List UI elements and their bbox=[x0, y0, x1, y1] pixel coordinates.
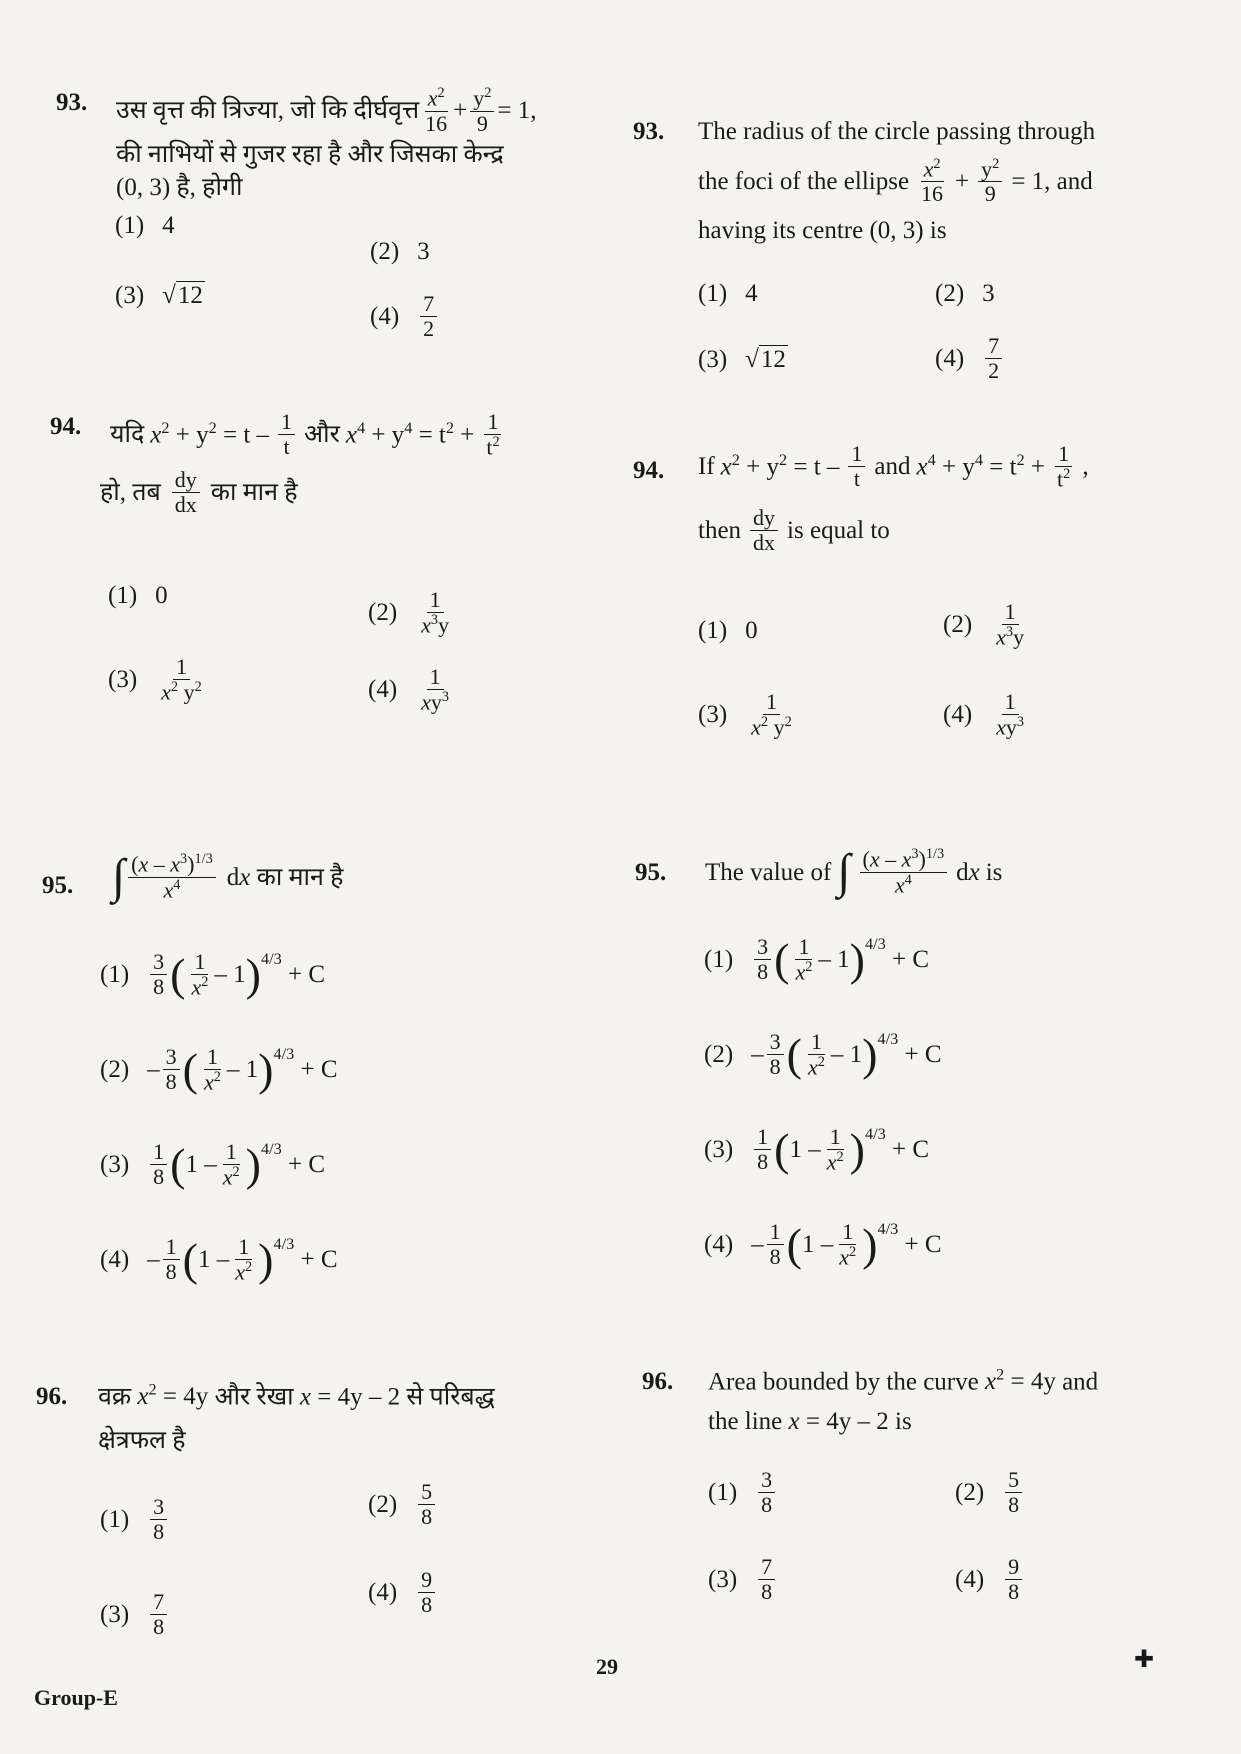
fraction: $\frac{1}{t^2}$ bbox=[486, 409, 500, 460]
option-label: (4) bbox=[100, 1245, 130, 1273]
denominator: 8 bbox=[153, 1614, 165, 1640]
option-value: 12 bbox=[760, 346, 786, 373]
q94-en-option-3[interactable] bbox=[698, 690, 798, 740]
option-label: (2) bbox=[955, 1478, 985, 1506]
option-label: (1) bbox=[698, 280, 728, 307]
q93-en-line1: The radius of the circle passing through bbox=[698, 118, 1096, 145]
option-label: (4) bbox=[943, 700, 973, 728]
fraction: $\frac{1}{x^2 y^2}$ bbox=[161, 654, 202, 705]
hindi-column: 93. उस वृत्त की त्रिज्या, जो कि दीर्घवृत्त $\frac{x^2}{16}$ + $\frac{y^2}{9}$ = 1, की नाभियों से गुजर रहा है और जिसका केन्द्र (0, 3) है, होगी (1) 4 (2) 3 (3) √12 (4) $\frac{7}{2}$ 94. यदि $x^2 + y^2 = t$ – $\frac{1}{t}$ और $x^4 + y^4 = t^2$ + $\frac{1}{t^2}$ हो, तब $\frac{dy}{dx}$ का मान है (1) 0 (2) $\frac{1}{x^3y}$ (3) $\frac{1}{x^2 y^2}$ (4) $\frac{1}{xy^3}$ 95. ∫ $\frac{(x - x^3)^{1/3}}{x^4}$ dx का मान है (1) $\frac{3}{8}$ ( $\frac{1}{x^2}$ – 1 ) $^{4/3}$ + C (2) – $\frac{3}{8}$ ( $\frac{1}{x^2}$ – 1 ) $^{4/3}$ + C (3) $\frac{1}{8}$ ( 1 – $\frac{1}{x^2}$ ) $^{4/3}$ + C (4) – $\frac{1}{8}$ ( 1 – $\frac{1}{x^2}$ ) $^{4/3}$ + C 96. वक्र $x^2 = 4y$ और रेखा x = 4y – 2 से परिबद्ध क्षेत्रफल है (1) $\frac{3}{8}$ (2) $\frac{5}{8}$ (3) $\frac{7}{8}$ (4) $\frac{9}{8}$ bbox=[0, 0, 600, 1754]
option-label: (4) bbox=[368, 1578, 398, 1606]
fraction: $\frac{x^2}{16}$ bbox=[921, 155, 944, 207]
option-label: (3) bbox=[115, 282, 145, 309]
denominator: 2 bbox=[423, 316, 435, 342]
fraction: $\frac{1}{x^3y}$ bbox=[421, 587, 450, 638]
q94-en-option-1[interactable]: (1) 0 bbox=[698, 617, 758, 644]
denominator: 8 bbox=[1008, 1579, 1020, 1605]
fraction: $\frac{dy}{dx}$ bbox=[172, 468, 200, 517]
q95-en-option-2[interactable]: (2) – $\frac{3}{8}$ ( $\frac{1}{x^2}$ – 1 ) $^{4/3}$ + C bbox=[704, 1028, 942, 1080]
question-number: 95. bbox=[635, 859, 667, 886]
option-label: (2) bbox=[943, 610, 973, 638]
option-label: (1) bbox=[698, 617, 728, 644]
numerator: 5 bbox=[418, 1480, 435, 1505]
q96-en-option-4[interactable] bbox=[955, 1555, 1025, 1604]
q95-hi-option-1[interactable]: (1) $\frac{3}{8}$ ( $\frac{1}{x^2}$ – 1 ) $^{4/3}$ + C bbox=[100, 948, 326, 1000]
q95-en-option-4[interactable]: (4) – $\frac{1}{8}$ ( 1 – $\frac{1}{x^2}$ ) $^{4/3}$ + C bbox=[704, 1218, 942, 1270]
denominator: 8 bbox=[421, 1504, 433, 1530]
q94-en-mid: and bbox=[874, 452, 911, 480]
option-label: (4) bbox=[368, 675, 398, 703]
page-number: 29 bbox=[596, 1654, 618, 1679]
q96-hi-option-4[interactable] bbox=[368, 1568, 438, 1617]
option-value: 3 bbox=[982, 280, 995, 307]
integral-symbol: ∫ bbox=[837, 845, 851, 898]
option-label: (1) bbox=[115, 212, 145, 239]
q96-en-line2a: the line bbox=[708, 1408, 783, 1436]
denominator: 8 bbox=[421, 1592, 433, 1618]
q94-hi-option-3[interactable] bbox=[108, 655, 208, 705]
fraction: $\frac{y^2}{9}$ bbox=[470, 86, 494, 136]
q96-hi-line1c: से परिबद्ध bbox=[406, 1383, 495, 1411]
fraction bbox=[418, 1480, 435, 1529]
q96-hi-option-3[interactable] bbox=[100, 1590, 170, 1639]
q95-hi-option-4[interactable]: (4) – $\frac{1}{8}$ ( 1 – $\frac{1}{x^2}$ ) $^{4/3}$ + C bbox=[100, 1233, 338, 1285]
q94-en-option-4[interactable] bbox=[943, 690, 1030, 740]
q95-hi-option-3[interactable]: (3) $\frac{1}{8}$ ( 1 – $\frac{1}{x^2}$ ) $^{4/3}$ + C bbox=[100, 1138, 326, 1190]
q94-en-option-2[interactable] bbox=[943, 600, 1030, 650]
english-column: 93. The radius of the circle passing through the foci of the ellipse $\frac{x^2}{16}$ + $\frac{y^2}{9}$ = 1, and having its centre (0, 3) is (1) 4 (2) 3 (3) √12 (4) $\frac{7}{2}$ 94. If $x^2 + y^2 = t$ – $\frac{1}{t}$ and $x^4 + y^4 = t^2$ + $\frac{1}{t^2}$ , then $\frac{dy}{dx}$ is equal to (1) 0 (2) $\frac{1}{x^3y}$ (3) $\frac{1}{x^2 y^2}$ (4) $\frac{1}{xy^3}$ 95. The value of ∫ $\frac{(x - x^3)^{1/3}}{x^4}$ dx is (1) $\frac{3}{8}$ ( $\frac{1}{x^2}$ – 1 ) $^{4/3}$ + C (2) – $\frac{3}{8}$ ( $\frac{1}{x^2}$ – 1 ) $^{4/3}$ + C (3) $\frac{1}{8}$ ( 1 – $\frac{1}{x^2}$ ) $^{4/3}$ + C (4) – $\frac{1}{8}$ ( 1 – $\frac{1}{x^2}$ ) $^{4/3}$ + C 96. Area bounded by the curve $x^2 = 4y$ and the line x = 4y – 2 is (1) $\frac{3}{8}$ (2) $\frac{5}{8}$ (3) $\frac{7}{8}$ (4) $\frac{9}{8}$ bbox=[620, 0, 1220, 1754]
q93-hi-option-4[interactable] bbox=[370, 292, 440, 341]
q95-en-post: is bbox=[985, 858, 1003, 886]
q96-en-option-3[interactable] bbox=[708, 1555, 778, 1604]
q93-hi-line1: उस वृत्त की त्रिज्या, जो कि दीर्घवृत्त bbox=[116, 96, 420, 124]
option-label: (2) bbox=[704, 1040, 734, 1068]
fraction bbox=[418, 1568, 435, 1617]
q93-en-option-4[interactable] bbox=[935, 334, 1005, 383]
option-label: (2) bbox=[100, 1055, 130, 1083]
q93-hi-option-2[interactable] bbox=[370, 238, 430, 266]
fraction: $\frac{(x - x^3)^{1/3}}{x^4}$ bbox=[128, 852, 216, 902]
q93-hi-option-1[interactable] bbox=[115, 212, 175, 240]
option-label: (3) bbox=[108, 665, 138, 693]
q94-en-line2a: then bbox=[698, 516, 742, 544]
q93-en-line2a: the foci of the ellipse bbox=[698, 167, 910, 195]
numerator: 7 bbox=[420, 292, 437, 317]
q95-hi-post: का मान है bbox=[256, 863, 344, 891]
fraction: $\frac{1}{xy^3}$ bbox=[996, 689, 1025, 740]
question-number: 96. bbox=[36, 1383, 68, 1410]
denominator: 8 bbox=[1008, 1492, 1020, 1518]
fraction bbox=[150, 1590, 167, 1639]
question-number: 95. bbox=[42, 872, 74, 899]
option-label: (1) bbox=[100, 960, 130, 988]
q94-hi-option-2[interactable] bbox=[368, 588, 455, 638]
fraction: $\frac{1}{t}$ bbox=[278, 410, 295, 459]
option-value: 12 bbox=[177, 282, 203, 309]
eq-end: = 1, bbox=[497, 96, 537, 124]
option-label: (3) bbox=[100, 1150, 130, 1178]
question-number: 96. bbox=[642, 1368, 674, 1395]
numerator: 9 bbox=[1005, 1555, 1022, 1580]
q96-hi-line2: क्षेत्रफल है bbox=[98, 1427, 186, 1455]
question-number: 93. bbox=[56, 89, 88, 116]
question-number: 93. bbox=[633, 118, 665, 145]
option-label: (4) bbox=[955, 1565, 985, 1593]
numerator: 3 bbox=[758, 1468, 775, 1493]
q93-en-line3: having its centre (0, 3) is bbox=[698, 217, 947, 245]
q94-hi-line2a: हो, तब bbox=[100, 478, 161, 506]
option-label: (2) bbox=[370, 238, 400, 265]
question-number: 94. bbox=[50, 413, 82, 440]
q94-hi-option-4[interactable] bbox=[368, 665, 455, 715]
option-value: 4 bbox=[745, 280, 758, 307]
cross-mark-icon: ✚ bbox=[1134, 1647, 1155, 1673]
option-value: 4 bbox=[162, 212, 175, 239]
fraction: $\frac{(x - x^3)^{1/3}}{x^4}$ bbox=[860, 847, 948, 897]
q96-hi-line1a: वक्र bbox=[98, 1383, 132, 1411]
option-label: (3) bbox=[698, 346, 728, 373]
q94-en-pre: If bbox=[698, 452, 715, 480]
fraction bbox=[1005, 1555, 1022, 1604]
option-label: (1) bbox=[108, 582, 138, 609]
numerator: 3 bbox=[150, 1495, 167, 1520]
q94-hi-line2b: का मान है bbox=[210, 478, 298, 506]
question-number: 94. bbox=[633, 457, 665, 484]
option-label: (2) bbox=[368, 598, 398, 626]
denominator: 8 bbox=[761, 1492, 773, 1518]
denominator: 8 bbox=[153, 1519, 165, 1545]
option-label: (4) bbox=[704, 1230, 734, 1258]
q94-en-line2b: is equal to bbox=[787, 516, 890, 544]
q94-hi-pre: यदि bbox=[110, 420, 145, 448]
q96-hi-option-2[interactable] bbox=[368, 1480, 438, 1529]
fraction: $\frac{1}{t}$ bbox=[848, 442, 865, 491]
option-label: (4) bbox=[370, 302, 400, 330]
q93-en-line2b: = 1, and bbox=[1011, 167, 1093, 195]
q95-en-option-1[interactable]: (1) $\frac{3}{8}$ ( $\frac{1}{x^2}$ – 1 ) $^{4/3}$ + C bbox=[704, 933, 930, 985]
numerator: 9 bbox=[418, 1568, 435, 1593]
fraction bbox=[758, 1468, 775, 1517]
q96-en-option-2[interactable] bbox=[955, 1468, 1025, 1517]
fraction bbox=[150, 1495, 167, 1544]
fraction bbox=[420, 292, 437, 341]
group-label: Group-E bbox=[34, 1685, 118, 1710]
numerator: 7 bbox=[150, 1590, 167, 1615]
option-label: (2) bbox=[935, 280, 965, 307]
q94-hi-mid: और bbox=[304, 420, 340, 448]
fraction: $\frac{1}{x^2 y^2}$ bbox=[751, 689, 792, 740]
option-label: (3) bbox=[704, 1135, 734, 1163]
fraction: $\frac{1}{x^3y}$ bbox=[996, 599, 1025, 650]
q96-en-line1b: and bbox=[1062, 1368, 1099, 1396]
fraction: $\frac{1}{xy^3}$ bbox=[421, 664, 450, 715]
q93-en-option-1[interactable] bbox=[698, 280, 758, 308]
fraction: $\frac{y^2}{9}$ bbox=[978, 157, 1002, 207]
q93-hi-option-3[interactable] bbox=[115, 282, 205, 310]
numerator: 7 bbox=[758, 1555, 775, 1580]
fraction bbox=[758, 1555, 775, 1604]
q96-hi-line1b: और रेखा bbox=[214, 1383, 294, 1411]
option-label: (4) bbox=[935, 344, 965, 372]
option-label: (1) bbox=[100, 1505, 130, 1533]
q93-en-option-3[interactable] bbox=[698, 346, 788, 374]
q96-en-option-1[interactable] bbox=[708, 1468, 778, 1517]
denominator: 8 bbox=[761, 1579, 773, 1605]
option-label: (3) bbox=[698, 700, 728, 728]
numerator: 7 bbox=[985, 334, 1002, 359]
fraction bbox=[1005, 1468, 1022, 1517]
integral-symbol: ∫ bbox=[112, 850, 126, 903]
denominator: 2 bbox=[988, 358, 1000, 384]
q93-hi-line2: की नाभियों से गुजर रहा है और जिसका केन्द्र bbox=[116, 140, 504, 168]
option-value: 3 bbox=[417, 238, 430, 265]
q96-en-line2b: is bbox=[895, 1408, 912, 1436]
option-label: (1) bbox=[704, 945, 734, 973]
q95-en-option-3[interactable]: (3) $\frac{1}{8}$ ( 1 – $\frac{1}{x^2}$ ) $^{4/3}$ + C bbox=[704, 1123, 930, 1175]
q93-hi-line3: (0, 3) है, होगी bbox=[116, 174, 243, 202]
q95-hi-option-2[interactable]: (2) – $\frac{3}{8}$ ( $\frac{1}{x^2}$ – 1 ) $^{4/3}$ + C bbox=[100, 1043, 338, 1095]
numerator: 5 bbox=[1005, 1468, 1022, 1493]
sqrt-symbol: √12 bbox=[162, 282, 203, 309]
q95-en-pre: The value of bbox=[705, 858, 832, 886]
fraction: $\frac{1}{t^2}$ bbox=[1057, 441, 1071, 492]
q96-hi-option-1[interactable] bbox=[100, 1495, 170, 1544]
fraction: $\frac{x^2}{16}$ bbox=[425, 85, 448, 136]
option-label: (3) bbox=[100, 1600, 130, 1628]
option-label: (2) bbox=[368, 1490, 398, 1518]
sqrt-symbol: √12 bbox=[745, 346, 786, 373]
q94-hi-option-1[interactable]: (1) 0 bbox=[108, 582, 168, 609]
fraction bbox=[985, 334, 1002, 383]
option-label: (1) bbox=[708, 1478, 738, 1506]
option-label: (3) bbox=[708, 1565, 738, 1593]
q96-en-line1a: Area bounded by the curve bbox=[708, 1368, 979, 1396]
fraction: $\frac{dy}{dx}$ bbox=[750, 506, 778, 555]
q93-en-option-2[interactable] bbox=[935, 280, 995, 308]
